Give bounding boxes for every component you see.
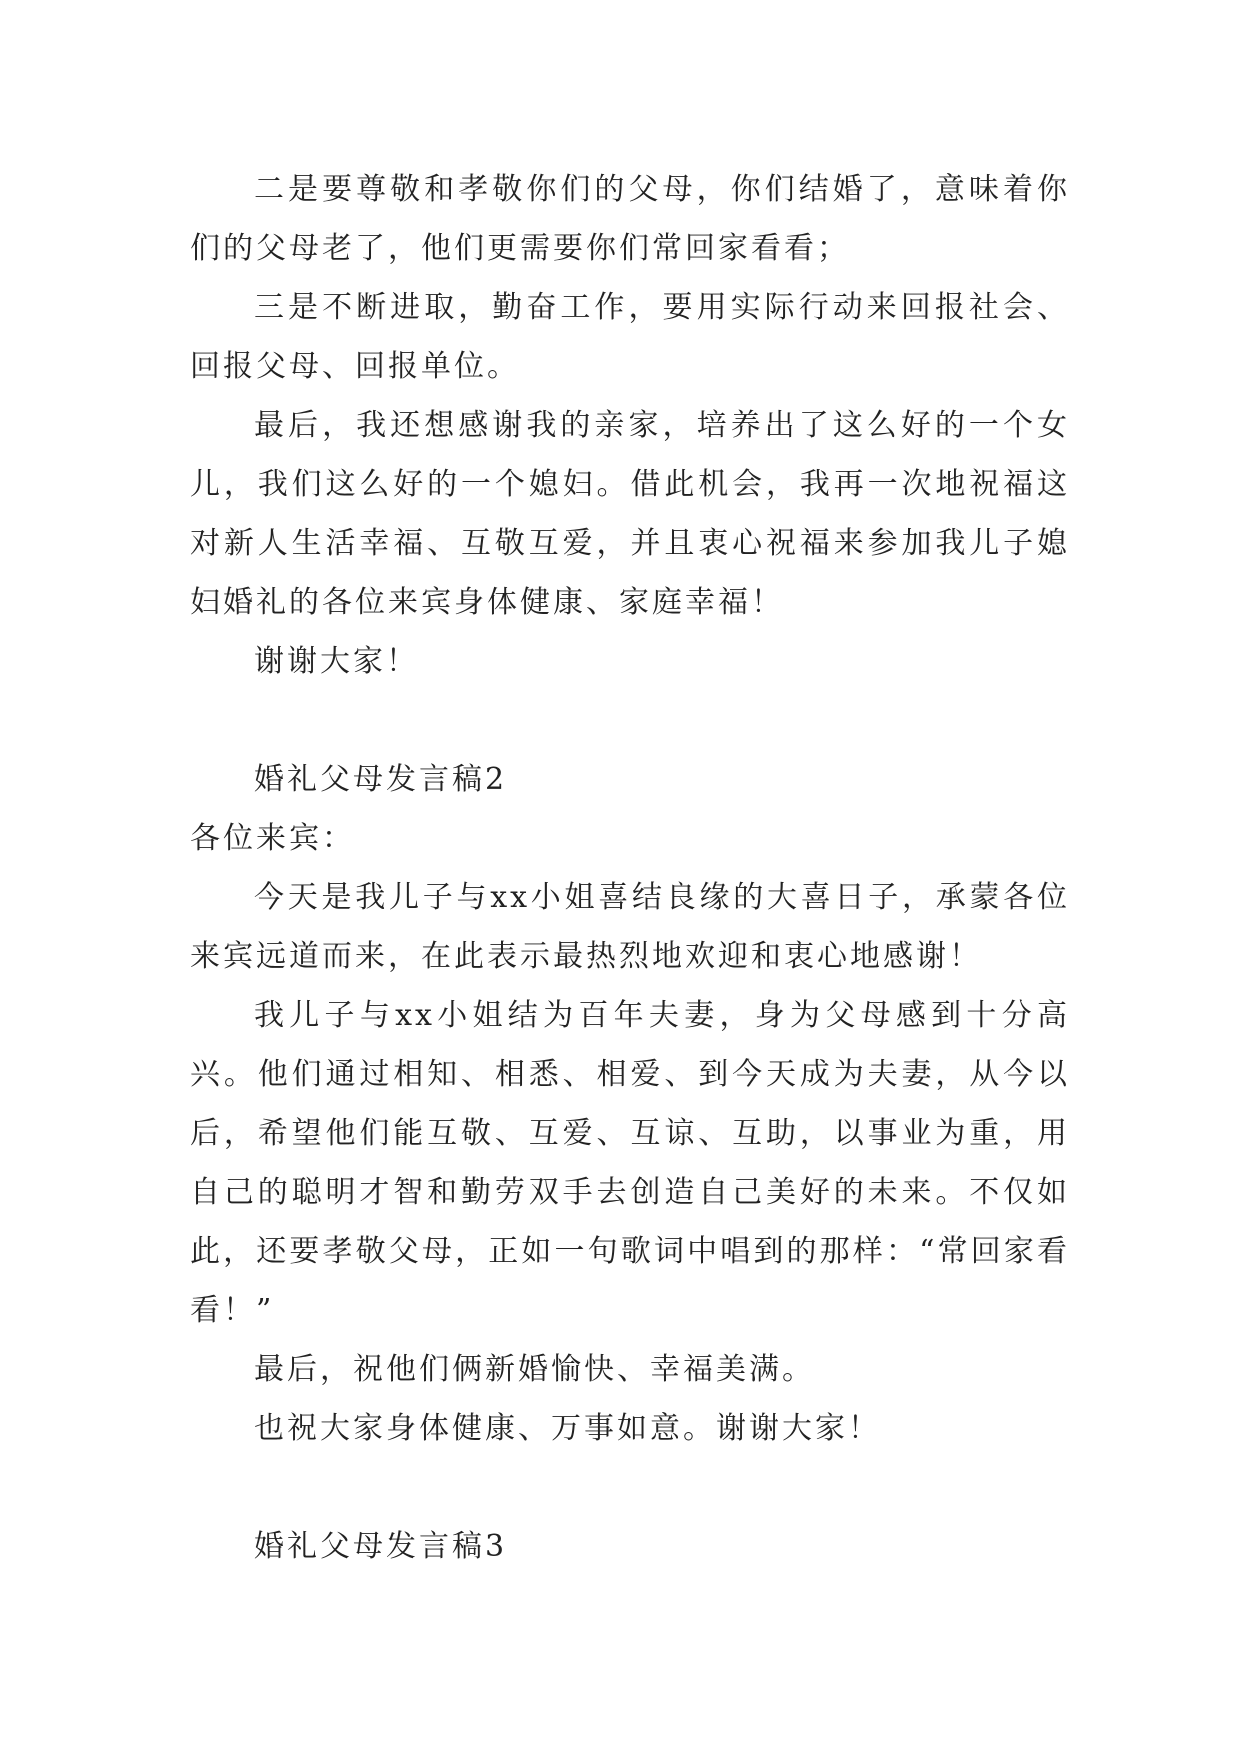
- paragraph: 我儿子与xx小姐结为百年夫妻，身为父母感到十分高兴。他们通过相知、相悉、相爱、到今天成为夫妻，从今以后，希望他们能互敬、互爱、互谅、互助，以事业为重，用自己的聪明才智和勤劳双手去创造自己美好的未来。不仅如此，还要孝敬父母，正如一句歌词中唱到的那样：“常回家看看！”: [190, 998, 1070, 1328]
- section-title: 婚礼父母发言稿3: [254, 1529, 508, 1564]
- document-body: [190, 160, 1070, 1576]
- closing-thanks: 谢谢大家！: [254, 644, 419, 679]
- section-spacer: [190, 691, 1070, 750]
- paragraph: 三是不断进取，勤奋工作，要用实际行动来回报社会、回报父母、回报单位。: [190, 290, 1070, 384]
- salutation: 各位来宾：: [190, 821, 355, 856]
- section-title: 婚礼父母发言稿2: [254, 762, 508, 797]
- section-spacer: [190, 1458, 1070, 1517]
- paragraph: 二是要尊敬和孝敬你们的父母，你们结婚了，意味着你们的父母老了，他们更需要你们常回家看看；: [190, 172, 1070, 266]
- paragraph: 也祝大家身体健康、万事如意。谢谢大家！: [254, 1411, 881, 1446]
- paragraph: 今天是我儿子与xx小姐喜结良缘的大喜日子，承蒙各位来宾远道而来，在此表示最热烈地欢迎和衷心地感谢！: [190, 880, 1070, 974]
- paragraph: 最后，我还想感谢我的亲家，培养出了这么好的一个女儿，我们这么好的一个媳妇。借此机会，我再一次地祝福这对新人生活幸福、互敬互爱，并且衷心祝福来参加我儿子媳妇婚礼的各位来宾身体健康、家庭幸福！: [190, 408, 1070, 620]
- paragraph: 最后，祝他们俩新婚愉快、幸福美满。: [254, 1352, 815, 1387]
